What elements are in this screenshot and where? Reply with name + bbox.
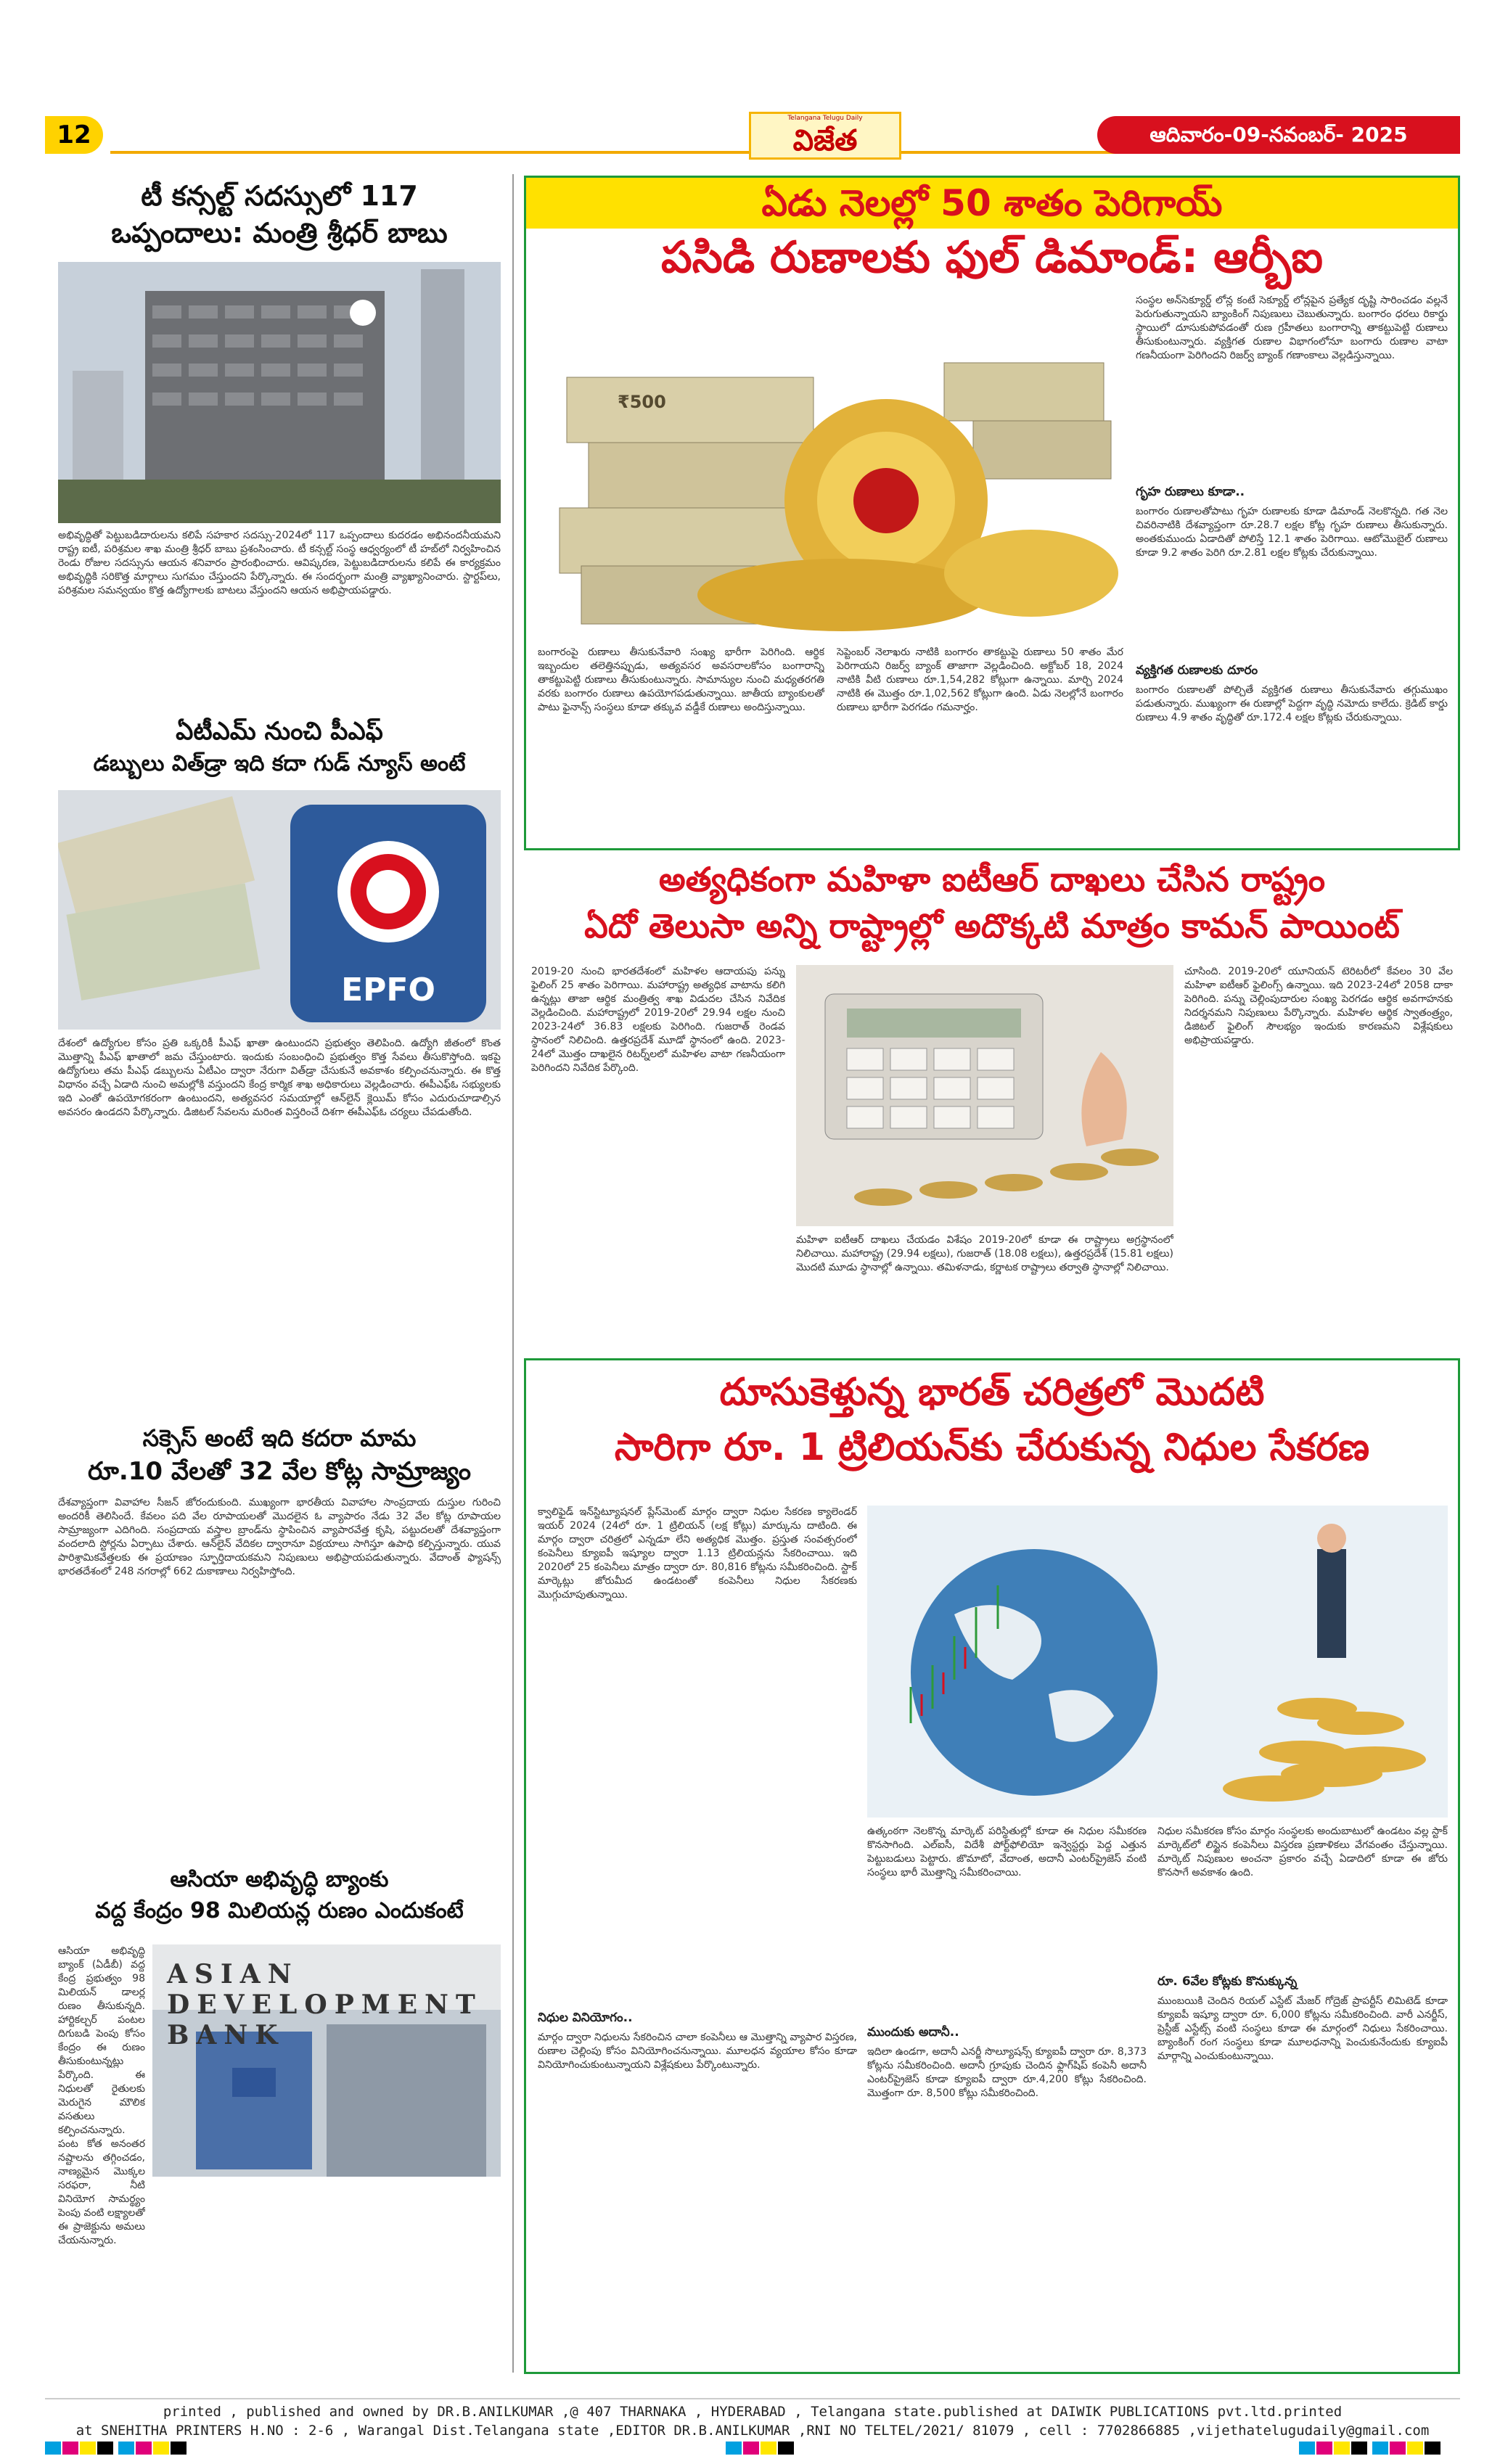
story-body: ముంబయికి చెందిన రియల్ ఎస్టేట్ మేజర్ గోద్రెజ్ ప్రాపర్టీస్ లిమిటెడ్ కూడా క్యూఐపీ ఇష్యూ ద్వారా రూ. 6,000 కోట్లను సమీకరించింది. వారీ ఎనర్జీస్, ప్రెస్టీజ్ ఎస్టేట్స్ వంటి సంస్థలు కూడా ఈ మార్గంలో నిధులు సేకరించాయి. బ్యాంకింగ్ రంగ సంస్థలు కూడా మూలధనాన్ని పెంచుకునేందుకు క్యూఐపీ మార్గాన్ని ఎంచుకుంటున్నాయి. xyxy=(1157,1995,1448,2062)
subhead: నిధుల వినియోగం.. xyxy=(538,2011,633,2025)
story-t-consult xyxy=(58,178,501,631)
globe-chart-photo xyxy=(867,1506,1448,1818)
building-illustration xyxy=(58,262,501,523)
story-body: అభివృద్ధితో పెట్టుబడిదారులను కలిపే సహకార సదస్సు-2024లో 117 ఒప్పందాలు కుదరడం అభినందనీయమని రాష్ట్ర ఐటీ, పరిశ్రమల శాఖ మంత్రి శ్రీధర్ బాబు ప్రశంసించారు. టీ కన్సల్ట్ సంస్థ ఆధ్వర్యంలో టీ హబ్‌లో నిర్వహించిన రెండు రోజుల సదస్సును ఆయన శనివారం ప్రారంభించారు. ఆవిష్కరణ, పెట్టుబడిదారులను కలిపే ఈ కార్యక్రమం అభివృద్ధికి సరికొత్త మార్గాలు సుగమం చేస్తుందని పేర్కొన్నారు. ఈ సందర్భంగా మంత్రి వ్యాఖ్యానించారు. స్టార్టప్‌లు, పరిశ్రమల సమన్వయం కొత్త ఉద్యోగాలకు బాటలు వేస్తుందని ఆయన అభిప్రాయపడ్డారు. xyxy=(58,530,501,596)
headline: టీ కన్సల్ట్ సదస్సులో 117 xyxy=(141,180,418,212)
headline: డబ్బులు విత్‌డ్రా ఇది కదా గుడ్ న్యూస్ అంటే xyxy=(93,751,466,776)
adb-photo xyxy=(152,1944,501,2177)
story-body: ఇదిలా ఉండగా, అదానీ ఎనర్జీ సొల్యూషన్స్ క్యూఐపీ ద్వారా రూ. 8,373 కోట్లను సమీకరించింది. అదానీ గ్రూపుకు చెందిన ఫ్లాగ్‌షిప్ కంపెనీ అదానీ ఎంటర్‌ప్రైజెస్ కూడా క్యూఐపీ ద్వారా రూ.4,200 కోట్లు సేకరించింది. మొత్తంగా రూ. 8,500 కోట్లు సమీకరించింది. xyxy=(867,2046,1147,2099)
newspaper-logo xyxy=(749,112,901,160)
story-body: సంస్థల అన్‌సెక్యూర్డ్ లోన్ల కంటే సెక్యూర్డ్ లోన్లపైన ప్రత్యేక దృష్టి సారించడం వల్లనే పెరుగుతున్నాయని బ్యాంకింగ్ నిపుణులు చెబుతున్నారు. బంగారం ధరలు రికార్డు స్థాయిలో దూసుకుపోవడంతో రుణ గ్రహీతలు బంగారాన్ని తాకట్టుపెట్టి రుణాలు తీసుకుంటున్నారు. వ్యక్తిగత రుణాల విభాగంలోనూ బంగారు రుణాల వాటా గణనీయంగా పెరిగిందని రిజర్వ్ బ్యాంక్ గణాంకాలు వెల్లడిస్తున్నాయి. xyxy=(1136,295,1448,361)
funds-middle-column xyxy=(867,1825,1147,2357)
story-body: మహిళా ఐటీఆర్ దాఖలు చేయడం విశేషం 2019-20లో కూడా ఈ రాష్ట్రాలు అగ్రస్థానంలో నిలిచాయి. మహారాష్ట్ర (29.94 లక్షలు), గుజరాత్ (18.08 లక్షలు), ఉత్తరప్రదేశ్ (15.81 లక్షలు) మొదటి మూడు స్థానాల్లో ఉన్నాయి. తమిళనాడు, కర్ణాటక రాష్ట్రాలు తర్వాతి స్థానాల్లో నిలిచాయి. xyxy=(796,1234,1173,1273)
headline: దూసుకెళ్తున్న భారత్ చరిత్రలో మొదటి xyxy=(719,1371,1265,1414)
column-divider xyxy=(512,174,514,2373)
epfo-text: EPFO xyxy=(341,972,435,1009)
story-body: సెప్టెంబర్ నెలాఖరు నాటికి బంగారం తాకట్టుపై రుణాలు 50 శాతం మేర పెరిగాయని రిజర్వ్ బ్యాంక్ తాజాగా వెల్లడించింది. అక్టోబర్ 18, 2024 నాటికి వీటి రుణాలు రూ.1,54,282 కోట్లుగా ఉన్నాయి. మార్చి 2024 నాటికి ఈ మొత్తం రూ.1,02,562 కోట్లుగా ఉంది. ఏడు నెలల్లోనే బంగారం రుణాలు భారీగా పెరగడం గమనార్హం. xyxy=(837,646,1123,713)
story-pf-atm xyxy=(58,715,501,1378)
gold-right-column xyxy=(1136,294,1448,829)
headline: పసిడి రుణాలకు ఫుల్ డిమాండ్: ఆర్బీఐ xyxy=(660,232,1324,283)
masthead xyxy=(45,116,1460,158)
issue-date: ఆదివారం-09-నవంబర్- 2025 xyxy=(1097,116,1460,154)
story-gold-loans xyxy=(524,176,1460,850)
logo-name: విజేత xyxy=(792,123,858,157)
story-body: దేశంలో ఉద్యోగుల కోసం ప్రతి ఒక్కరికీ పీఎఫ్ ఖాతా ఉంటుందని ప్రభుత్వం తెలిపింది. ఉద్యోగి జీతంలో కొంత మొత్తాన్ని పీఎఫ్ ఖాతాలో జమ చేస్తుంటారు. ఇందుకు సంబంధించి ప్రభుత్వం కొత్త సేవలు తీసుకొస్తోంది. ఇకపై ఉద్యోగులు తమ పీఎఫ్ డబ్బులను ఏటీఎం ద్వారా నేరుగా విత్‌డ్రా చేసుకునే అవకాశం కల్పించనున్నారు. ఈ కొత్త విధానం వచ్చే ఏడాది నుంచి అమల్లోకి వస్తుందని కేంద్ర కార్మిక శాఖ అధికారులు వెల్లడించారు. ఈపీఎఫ్‌ఓ సభ్యులకు ఇది ఎంతో ఉపయోగకరంగా ఉంటుందని, అత్యవసర సమయాల్లో ఆన్‌లైన్ క్లెయిమ్ కోసం ఎదురుచూడాల్సిన అవసరం ఉండదని పేర్కొన్నారు. డిజిటల్ సేవలను మరింత విస్తరించే దిశగా ఈపీఎఫ్‌ఓ చర్యలు చేపడుతోంది. xyxy=(58,1038,501,1118)
adb-sign: ASIAN DEVELOPMENT BANK xyxy=(167,1959,483,2050)
headline: వద్ద కేంద్రం 98 మిలియన్ల రుణం ఎందుకంటే xyxy=(95,1898,464,1923)
headline: ఏటీఎమ్ నుంచి పీఎఫ్ xyxy=(176,717,383,746)
subhead: గృహ రుణాలు కూడా.. xyxy=(1136,485,1245,499)
calculator-illustration xyxy=(796,965,1173,1226)
subhead: ముందుకు అదానీ.. xyxy=(867,2025,959,2040)
story-women-itr xyxy=(524,856,1460,1350)
page-number: 12 xyxy=(45,116,103,154)
imprint-footer xyxy=(45,2398,1460,2440)
epfo-photo xyxy=(58,790,501,1030)
story-funds-raising xyxy=(524,1358,1460,2374)
story-success xyxy=(58,1422,501,1852)
headline-banner xyxy=(526,178,1458,229)
story-body: చూసింది. 2019-20లో యూనియన్ టెరిటరీలో కేవలం 30 వేల మహిళా ఐటీఆర్ ఫైలింగ్స్ ఉన్నాయి. ఇది 2023-24లో 2058 దాకా పెరిగింది. పన్ను చెల్లింపుదారుల సంఖ్య పెరగడం ఆర్థిక అవగాహనకు నిదర్శనమని నిపుణులు పేర్కొన్నారు. మహిళల ఆర్థిక స్వాతంత్ర్యం, డిజిటల్ ఫైలింగ్ సౌలభ్యం ఇందుకు కారణమని విశ్లేషకులు అభిప్రాయపడ్డారు. xyxy=(1184,966,1453,1046)
headline: ఒప్పందాలు: మంత్రి శ్రీధర్ బాబు xyxy=(111,217,448,249)
story-adb-loan xyxy=(58,1865,501,2246)
gold-cash-illustration xyxy=(538,334,1126,638)
story-body: బంగారం రుణాలతో పోల్చితే వ్యక్తిగత రుణాలు తీసుకునేవారు తగ్గుముఖం పడుతున్నారు. ముఖ్యంగా ఈ రుణాల్లో పెద్దగా వృద్ధి నమోదు కాలేదు. క్రెడిట్ కార్డు రుణాలు 4.9 శాతం వృద్ధితో రూ.172.4 లక్షల కోట్లకు చేరుకున్నాయి. xyxy=(1136,684,1448,723)
headline: సారిగా రూ. 1 ట్రిలియన్‌కు చేరుకున్న నిధుల సేకరణ xyxy=(614,1426,1370,1469)
headline: సక్సెస్ అంటే ఇది కదరా మామ xyxy=(142,1424,417,1452)
headline: ఏడు నెలల్లో 50 శాతం పెరిగాయ్ xyxy=(761,182,1223,224)
note-label: ₹500 xyxy=(618,392,666,412)
gold-cash-photo xyxy=(538,334,1126,638)
story-body: 2019-20 నుంచి భారతదేశంలో మహిళల ఆదాయపు పన్ను ఫైలింగ్ 25 శాతం పెరిగాయి. మహారాష్ట్ర అత్యధిక వాటాను కలిగి ఉన్నట్లు తాజా ఆర్థిక మంత్రిత్వ శాఖ విడుదల చేసిన నివేదిక వెల్లడించింది. మహారాష్ట్రలో 2019-20లో 29.94 లక్షల నుంచి 2023-24లో 36.83 లక్షలకు పెరిగింది. గుజరాత్ రెండవ స్థానంలో నిలిచింది. ఉత్తరప్రదేశ్ మూడో స్థానంలో ఉంది. 2023-24లో మొత్తం దాఖలైన రిటర్న్‌లలో మహిళల వాటా గణనీయంగా పెరిగిందని నివేదిక పేర్కొంది. xyxy=(531,966,785,1074)
headline: ఏదో తెలుసా అన్ని రాష్ట్రాల్లో అదొక్కటి మాత్రం కామన్ పాయింట్ xyxy=(584,906,1400,945)
building-photo xyxy=(58,262,501,523)
subhead: రూ. 6వేల కోట్లకు కొనుక్కున్న xyxy=(1157,1974,1298,1989)
funds-left-column xyxy=(538,1506,857,2350)
story-body: నిధుల సమీకరణ కోసం మార్గం సంస్థలకు అందుబాటులో ఉండటం వల్ల స్టాక్ మార్కెట్‌లో లిస్టైన కంపెనీలు విస్తరణ ప్రణాళికలు వేగవంతం చేస్తున్నాయి. మార్కెట్ నిపుణుల అంచనా ప్రకారం వచ్చే ఏడాదిలో కూడా ఈ జోరు కొనసాగే అవకాశం ఉంది. xyxy=(1157,1826,1448,1878)
print-color-marks-left xyxy=(45,2442,188,2455)
calculator-photo xyxy=(796,965,1173,1226)
print-color-marks-right xyxy=(1299,2442,1442,2455)
print-color-marks-center xyxy=(726,2442,795,2455)
headline: రూ.10 వేలతో 32 వేల కోట్ల సామ్రాజ్యం xyxy=(87,1457,471,1486)
subhead: వ్యక్తిగత రుణాలకు దూరం xyxy=(1136,663,1258,678)
story-body: దేశవ్యాప్తంగా వివాహాల సీజన్ జోరందుకుంది. ముఖ్యంగా భారతీయ వివాహాల సాంప్రదాయ దుస్తుల గురించి అందరికీ తెలిసిందే. కేవలం పది వేల రూపాయలతో మొదలైన ఓ వ్యాపారం నేడు 32 వేల కోట్ల రూపాయల సామ్రాజ్యంగా ఎదిగింది. సంప్రదాయ వస్త్రాల బ్రాండ్‌ను స్థాపించిన వ్యాపారవేత్త కృషి, పట్టుదలతో దేశవ్యాప్తంగా వందలాది స్టోర్లను ఏర్పాటు చేశారు. ఆన్‌లైన్ వేదికల ద్వారానూ విక్రయాలు సాగిస్తూ ఉపాధి కల్పిస్తున్నారు. యువ పారిశ్రామికవేత్తలకు ఈ ప్రయాణం స్ఫూర్తిదాయకమని నిపుణులు అభిప్రాయపడుతున్నారు. వేదాంత్ ఫ్యాషన్స్ భారతదేశంలో 248 నగరాల్లో 662 దుకాణాలు నిర్వహిస్తోంది. xyxy=(58,1497,501,1577)
funds-right-column xyxy=(1157,1825,1448,2357)
headline: అత్యధికంగా మహిళా ఐటీఆర్ దాఖలు చేసిన రాష్ట్రం xyxy=(658,860,1326,899)
imprint-line-1: printed , published and owned by DR.B.ANILKUMAR ,@ 407 THARNAKA , HYDERABAD , Telangana state.published at DAIWIK PUBLICATIONS pvt.ltd.printed xyxy=(163,2404,1343,2420)
globe-chart-illustration xyxy=(867,1506,1448,1818)
headline-banner xyxy=(526,229,1458,287)
story-body: బంగారం రుణాలతోపాటు గృహ రుణాలకు కూడా డిమాండ్ నెలకొన్నది. గత నెల చివరినాటికి దేశవ్యాప్తంగా రూ.28.7 లక్షల కోట్ల గృహ రుణాలు తీసుకున్నారు. అంతకుముందు ఏడాదితో పోలిస్తే 12.1 శాతం పెరిగాయి. ఆటోమొబైల్ రుణాలు కూడా 9.2 శాతం పెరిగి రూ.2.81 లక్షల కోట్లకు చేరుకున్నాయి. xyxy=(1136,506,1448,559)
story-body: క్వాలిఫైడ్ ఇన్‌స్టిట్యూషనల్ ప్లేస్‌మెంట్ మార్గం ద్వారా నిధుల సేకరణ క్యాలెండర్ ఇయర్ 2024 (24లో రూ. 1 ట్రిలియన్ (లక్ష కోట్లు) మార్కును దాటింది. ఈ మార్గం ద్వారా చరిత్రలో ఎన్నడూ లేని అత్యధిక మొత్తం. ప్రస్తుత సంవత్సరంలో కంపెనీలు క్యూఐపీ ఇష్యూల ద్వారా 1.13 ట్రిలియన్లను సేకరించాయి. ఇది 2020లో 25 కంపెనీలు మాత్రం ద్వారా రూ. 80,816 కోట్లను సమీకరించింది. స్టాక్ మార్కెట్లు జోరుమీద ఉండటంతో కంపెనీలు నిధుల సేకరణకు మొగ్గుచూపుతున్నాయి. xyxy=(538,1506,857,1601)
story-body: మార్గం ద్వారా నిధులను సేకరించిన చాలా కంపెనీలు ఆ మొత్తాన్ని వ్యాపార విస్తరణ, రుణాల చెల్లింపు కోసం వినియోగించనున్నాయి. మూలధన వ్యయాల కోసం కూడా వినియోగించుకుంటున్నాయని విశ్లేషకులు పేర్కొంటున్నారు. xyxy=(538,2032,857,2071)
headline: ఆసియా అభివృద్ధి బ్యాంకు xyxy=(170,1867,389,1892)
story-body: బంగారంపై రుణాలు తీసుకునేవారి సంఖ్య భారీగా పెరిగింది. ఆర్థిక ఇబ్బందుల తలెత్తినప్పుడు, అత్యవసర అవసరాలకోసం బంగారాన్ని తాకట్టుపెట్టి రుణాలు తీసుకుంటున్నారు. సామాన్యుల నుంచి మధ్యతరగతి వరకు బంగారం రుణాలు ఉపయోగపడుతున్నాయి. జాతీయ బ్యాంకులతో పాటు ఫైనాన్స్ సంస్థలు కూడా తక్కువ వడ్డీకే రుణాలు అందిస్తున్నాయి. xyxy=(538,646,824,713)
logo-tagline: Telangana Telugu Daily xyxy=(787,115,863,122)
story-body: ఉత్కంఠగా నెలకొన్న మార్కెట్ పరిస్థితుల్లో కూడా ఈ నిధుల సమీకరణ కొనసాగింది. ఎల్‌ఐసీ, విదేశీ పోర్ట్‌ఫోలియో ఇన్వెస్టర్లు పెద్ద ఎత్తున పెట్టుబడులు పెట్టారు. జొమాటో, వేదాంత, అదానీ ఎంటర్‌ప్రైజెస్ వంటి సంస్థలు భారీ మొత్తాన్ని సమీకరించాయి. xyxy=(867,1826,1147,1878)
imprint-line-2: at SNEHITHA PRINTERS H.NO : 2-6 , Warangal Dist.Telangana state ,EDITOR DR.B.ANILKUMAR ,RNI NO TELTEL/2021/ 81079 , cell : 7702866885 ,vijethatelugudaily@gmail.com xyxy=(75,2423,1430,2439)
story-body: ఆసియా అభివృద్ధి బ్యాంక్ (ఏడీబీ) వద్ద కేంద్ర ప్రభుత్వం 98 మిలియన్ డాలర్ల రుణం తీసుకున్నది. హార్టికల్చర్ పంటల దిగుబడి పెంపు కోసం కేంద్రం ఈ రుణం తీసుకుంటున్నట్లు పేర్కొంది. ఈ నిధులతో రైతులకు మెరుగైన మౌలిక వసతులు కల్పించనున్నారు. పంట కోత అనంతర నష్టాలను తగ్గించడం, నాణ్యమైన మొక్కల సరఫరా, నీటి వినియోగ సామర్థ్యం పెంపు వంటి లక్ష్యాలతో ఈ ప్రాజెక్టును అమలు చేయనున్నారు. xyxy=(58,1945,145,2246)
